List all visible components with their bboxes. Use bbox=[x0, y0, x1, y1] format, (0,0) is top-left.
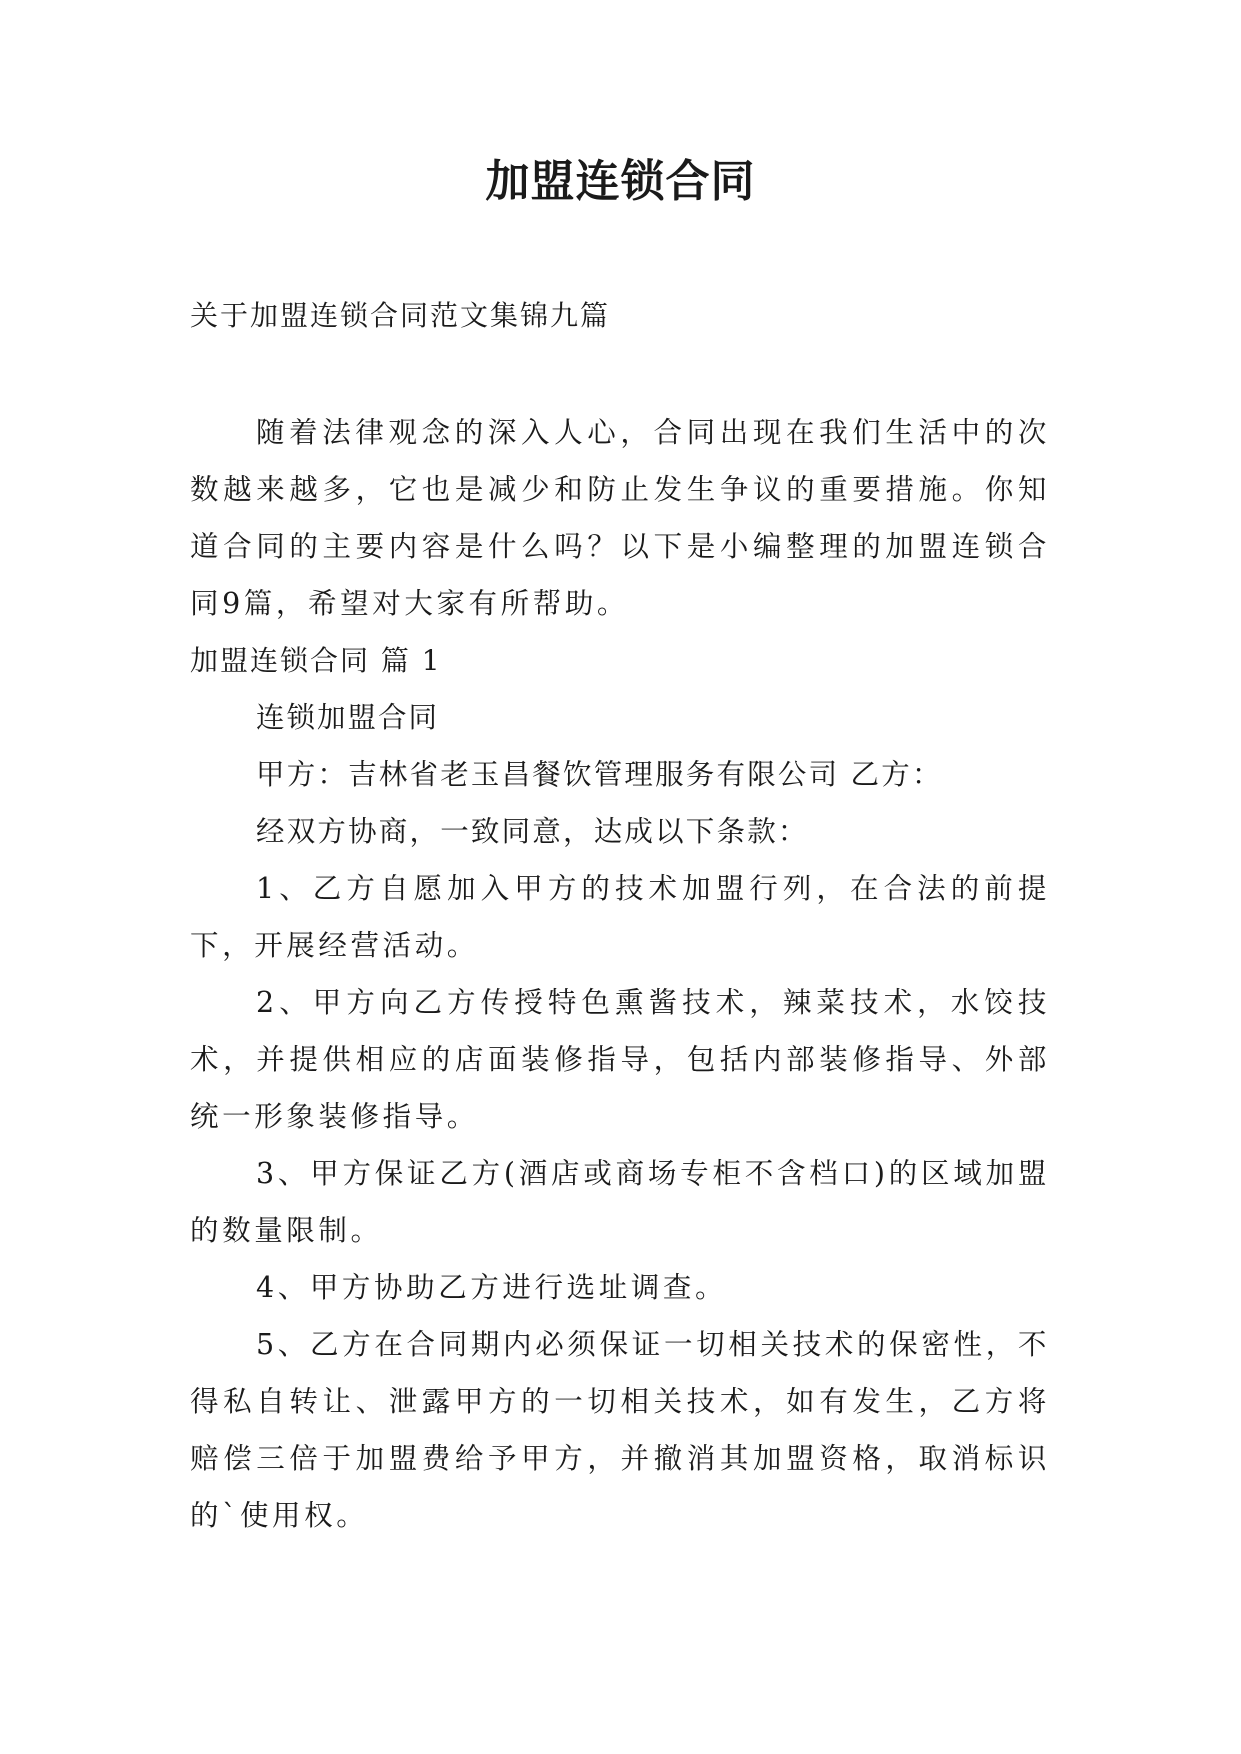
section-heading: 加盟连锁合同 篇 1 bbox=[190, 644, 442, 677]
intro-paragraph: 随着法律观念的深入人心，合同出现在我们生活中的次数越来越多，它也是减少和防止发生争议的重要措施。你知道合同的主要内容是什么吗？以下是小编整理的加盟连锁合同9篇，希望对大家有所帮助。 bbox=[190, 416, 1050, 620]
clause-4: 4、甲方协助乙方进行选址调查。 bbox=[256, 1271, 728, 1304]
contract-title: 连锁加盟合同 bbox=[256, 701, 440, 734]
document-body bbox=[190, 404, 1050, 1544]
clause-3: 3、甲方保证乙方(酒店或商场专柜不含档口)的区域加盟的数量限制。 bbox=[190, 1157, 1050, 1247]
document-title: 加盟连锁合同 bbox=[485, 156, 756, 207]
parties-line: 甲方：吉林省老玉昌餐饮管理服务有限公司 乙方： bbox=[256, 758, 943, 791]
clause-1: 1、乙方自愿加入甲方的技术加盟行列，在合法的前提下，开展经营活动。 bbox=[190, 872, 1050, 962]
agreement-lead: 经双方协商，一致同意，达成以下条款： bbox=[256, 815, 809, 848]
document-subtitle: 关于加盟连锁合同范文集锦九篇 bbox=[190, 299, 611, 332]
clause-5: 5、乙方在合同期内必须保证一切相关技术的保密性，不得私自转让、泄露甲方的一切相关技术，如有发生，乙方将赔偿三倍于加盟费给予甲方，并撤消其加盟资格，取消标识的`使用权。 bbox=[190, 1328, 1050, 1532]
clause-2: 2、甲方向乙方传授特色熏酱技术，辣菜技术，水饺技术，并提供相应的店面装修指导，包括内部装修指导、外部统一形象装修指导。 bbox=[190, 986, 1050, 1133]
